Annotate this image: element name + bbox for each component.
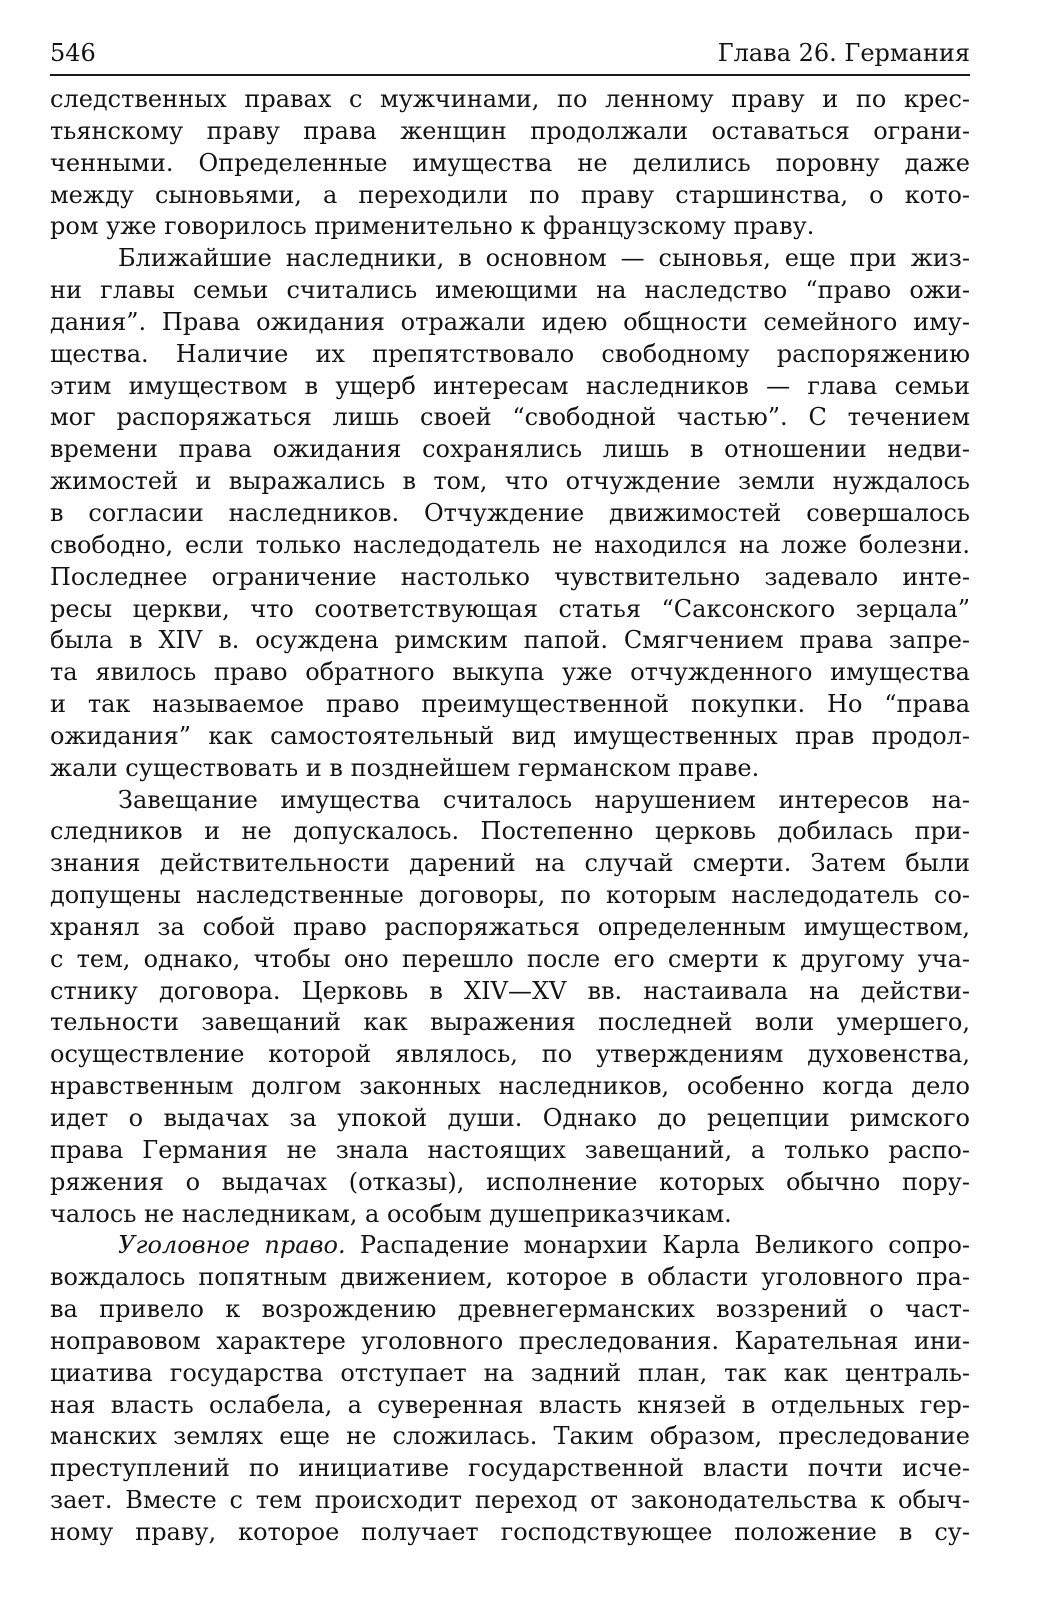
- paragraph-2: [50, 243, 970, 784]
- paragraph-line: ноправовом характере уголовного преследования. Карательная ини-: [50, 1326, 970, 1355]
- paragraph-line: допущены наследственные договоры, по которым наследодатель со-: [50, 881, 970, 910]
- paragraph-line: свободно, если только наследодатель не находился на ложе болезни.: [50, 530, 970, 559]
- paragraph-line: нравственным долгом законных наследников, особенно когда дело: [50, 1072, 970, 1101]
- paragraph-line: тьянскому праву права женщин продолжали оставаться ограни-: [50, 116, 970, 145]
- paragraph-line: Завещание имущества считалось нарушением интересов на-: [118, 785, 970, 814]
- paragraph-line: мог распоряжаться лишь своей “свободной частью”. С течением: [50, 403, 970, 432]
- paragraph-line: тельности завещаний как выражения последней воли умершего,: [50, 1008, 970, 1037]
- paragraph-line: стнику договора. Церковь в XIV—XV вв. настаивала на действи-: [50, 976, 970, 1005]
- paragraph-3: [50, 785, 970, 1231]
- paragraph-4: [50, 1230, 970, 1548]
- paragraph-line: ва привело к возрождению древнегерманских воззрений о част-: [50, 1295, 970, 1324]
- paragraph-line: ром уже говорилось применительно к французскому праву.: [50, 212, 815, 241]
- paragraph-line: была в XIV в. осуждена римским папой. Смягчением права запре-: [50, 626, 970, 655]
- paragraph-line: этим имуществом в ущерб интересам наследников — глава семьи: [50, 371, 970, 400]
- paragraph-line: дания”. Права ожидания отражали идею общности семейного иму-: [50, 307, 970, 336]
- paragraph-line: вождалось попятным движением, которое в области уголовного пра-: [50, 1263, 970, 1292]
- running-title: Глава 26. Германия: [717, 39, 970, 67]
- paragraph-line: чалось не наследникам, а особым душеприказчикам.: [50, 1199, 732, 1228]
- paragraph-line: времени права ожидания сохранялись лишь в отношении недви-: [50, 435, 970, 464]
- paragraph-line: зает. Вместе с тем происходит переход от законодательства к обыч-: [50, 1486, 970, 1515]
- paragraph-line: жимостей и выражались в том, что отчуждение земли нуждалось: [50, 467, 970, 496]
- body-text: [50, 84, 970, 1549]
- paragraph-line: осуществление которой являлось, по утверждениям духовенства,: [50, 1040, 970, 1069]
- paragraph-line: [50, 1230, 970, 1262]
- paragraph-line: ная власть ослабела, а суверенная власть князей в отдельных гер-: [50, 1390, 970, 1419]
- paragraph-line: ни главы семьи считались имеющими на наследство “право ожи-: [50, 276, 970, 305]
- page-number: 546: [50, 39, 96, 67]
- paragraph-line: права Германия не знала настоящих завещаний, а только распо-: [50, 1135, 970, 1164]
- paragraph-line: ресы церкви, что соответствующая статья “Саксонского зерцала”: [50, 594, 970, 623]
- paragraph-1: [50, 84, 970, 243]
- running-head: [50, 38, 970, 76]
- paragraph-line: щества. Наличие их препятствовало свободному распоряжению: [50, 339, 970, 368]
- paragraph-line: жали существовать и в позднейшем германском праве.: [50, 753, 760, 782]
- paragraph-line: идет о выдачах за упокой души. Однако до рецепции римского: [50, 1104, 970, 1132]
- paragraph-line: следственных правах с мужчинами, по ленному праву и по крес-: [50, 85, 970, 113]
- paragraph-line: ожидания” как самостоятельный вид имущественных прав продол-: [50, 721, 970, 750]
- paragraph-line: ному праву, которое получает господствующее положение в су-: [50, 1517, 970, 1546]
- book-page: [50, 38, 970, 1549]
- paragraph-line: преступлений по инициативе государственной власти почти исче-: [50, 1454, 970, 1483]
- paragraph-line: ряжения о выдачах (отказы), исполнение которых обычно пору-: [50, 1167, 970, 1196]
- paragraph-line: хранял за собой право распоряжаться определенным имуществом,: [50, 912, 970, 941]
- section-first-line-text: Распадение монархии Карла Великого сопро-: [345, 1231, 971, 1260]
- paragraph-line: знания действительности дарений на случай смерти. Затем были: [50, 849, 970, 878]
- paragraph-line: циатива государства отступает на задний план, так как централь-: [50, 1358, 970, 1387]
- paragraph-line: манских землях еще не сложилась. Таким образом, преследование: [50, 1422, 970, 1451]
- paragraph-line: Ближайшие наследники, в основном — сыновья, еще при жиз-: [118, 244, 970, 273]
- section-heading-italic: Уголовное право.: [118, 1231, 346, 1260]
- paragraph-line: ченными. Определенные имущества не делились поровну даже: [50, 148, 970, 177]
- paragraph-line: следников и не допускалось. Постепенно церковь добилась при-: [50, 817, 970, 846]
- paragraph-line: в согласии наследников. Отчуждение движимостей совершалось: [50, 498, 970, 527]
- paragraph-line: Последнее ограничение настолько чувствительно задевало инте-: [50, 562, 970, 591]
- paragraph-line: и так называемое право преимущественной покупки. Но “права: [50, 690, 970, 719]
- paragraph-line: с тем, однако, чтобы оно перешло после его смерти к другому уча-: [50, 944, 970, 973]
- paragraph-line: та явилось право обратного выкупа уже отчужденного имущества: [50, 658, 970, 687]
- paragraph-line: между сыновьями, а переходили по праву старшинства, о кото-: [50, 180, 970, 209]
